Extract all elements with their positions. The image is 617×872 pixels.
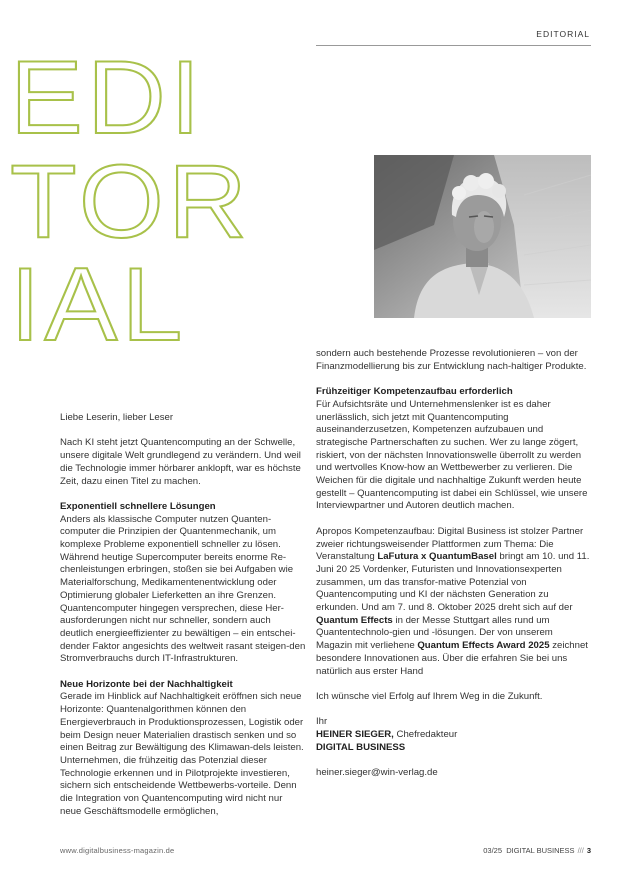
title-line-3: IAL <box>10 247 187 363</box>
greeting: Liebe Leserin, lieber Leser <box>60 412 174 423</box>
author-name: HEINER SIEGER, <box>316 729 394 741</box>
event-quantum-effects: Quantum Effects <box>316 614 393 626</box>
paragraph-competence: Für Aufsichtsräte und Unternehmenslenker ist es daher unerlässlich, sich jetzt mit Quantencomputing auseinanderzusetzen, Kompetenzen aufzubauen und strategische Partnerschaften zu suchen. Wer zu lange zögert, riskiert, von der nächsten Innovationswelle überrollt zu werden und wertvolles Know-how an Wettbewerber zu verlieren. Die Weichen für die digitale und nachhaltige Zukunft werden heute gestellt – Quantencomputing ist dabei ein Schlüssel, wie unsere Interviewpartner und Autoren deutlich machen. <box>316 398 588 512</box>
header-divider <box>316 45 591 46</box>
footer-pagination <box>450 846 591 855</box>
subheading-competence: Frühzeitiger Kompetenzaufbau erforderlich <box>316 386 513 398</box>
section-label: EDITORIAL <box>536 29 590 39</box>
title-line-2: TOR <box>10 144 252 260</box>
footer-url[interactable]: www.digitalbusiness-magazin.de <box>60 846 175 855</box>
subheading-sustainability: Neue Horizonte bei der Nachhaltigkeit <box>60 678 233 690</box>
left-column <box>60 412 306 831</box>
award-name: Quantum Effects Award 2025 <box>417 640 550 652</box>
title-line-1: EDI <box>10 40 205 156</box>
signature: Ihr HEINER SIEGER, Chefredakteur DIGITAL BUSINESS <box>316 716 458 753</box>
intro-paragraph: Nach KI steht jetzt Quantencomputing an der Schwelle, unsere digitale Welt grundlegend zu verändern. Und weil die Technologie immer hörbarer anklopft, war es höchste Zeit, dazu einen Titel zu machen. <box>60 437 301 487</box>
closing-wish: Ich wünsche viel Erfolg auf Ihrem Weg in die Zukunft. <box>316 690 543 702</box>
paragraph-exponential: Anders als klassische Computer nutzen Quanten-computer die Prinzipien der Quantenmechanik, um komplexe Probleme exponentiell schneller zu lösen. Während heutige Supercomputer bereits enorme Re-chenleistungen erbringen, stoßen sie bei Aufgaben wie Materialforschung, Medikamentenentwicklung oder Optimierung globaler Lieferketten an ihre Grenzen. Quantencomputer hingegen versprechen, diese Her-ausforderungen nicht nur schneller, sondern auch deutlich energieeffizienter zu bewältigen – ein entschei-dender Faktor angesichts des weltweit rasant steigen-den Stromverbrauchs durch IT-Infrastrukturen. <box>60 513 306 665</box>
continuation-paragraph: sondern auch bestehende Prozesse revolutionieren – von der Finanzmodellierung bis zur Entwicklung nach-haltiger Produkte. <box>316 348 587 372</box>
paragraph-sustainability: Gerade im Hinblick auf Nachhaltigkeit eröffnen sich neue Horizonte: Quantenalgorithmen können den Energieverbrauch in Produktionsprozessen, Logistik oder beim Design neuer Materialien drastisch senken und so einen Beitrag zur Bewältigung des Klimawan-dels leisten. Unternehmen, die frühzeitig das Potenzial dieser Technologie erkennen und in Pilotprojekte investieren, sichern sich entscheidende Wettbewerbs-vorteile. Denn die Integration von Quantencomputing wird nicht nur neue Geschäftsmodelle ermöglichen, <box>60 691 304 817</box>
footer-separator: /// <box>577 846 584 855</box>
author-email[interactable]: heiner.sieger@win-verlag.de <box>316 767 438 779</box>
event-lafutura: LaFutura x QuantumBasel <box>377 551 497 563</box>
footer-magazine: DIGITAL BUSINESS <box>506 846 575 855</box>
issue-number: 03/25 <box>483 846 503 855</box>
paragraph-events: Apropos Kompetenzaufbau: Digital Business ist stolzer Partner zweier richtungsweisender Plattformen zum Thema: Die Veranstaltung LaFutura x QuantumBasel bringt am 10. und 11. Juni 20 25 Vordenker, Futuristen und Innovationsexperten zusammen, um das transfor-mative Potenzial von Quantencomputing und KI der nächsten Generation zu erkunden. Und am 7. und 8. Oktober 2025 dreht sich auf der Quantum Effects in der Messe Stuttgart alles rund um Quantentechnolo-gien und -lösungen. Der von unserem Magazin mit verliehene Quantum Effects Award 2025 zeichnet besondere Innovationen aus. Über die erfahren Sie bei uns natürlich aus erster Hand <box>316 525 590 677</box>
magazine-name: DIGITAL BUSINESS <box>316 741 406 753</box>
author-photo <box>374 155 591 318</box>
subheading-exponential: Exponentiell schnellere Lösungen <box>60 500 216 512</box>
page-number: 3 <box>586 846 591 855</box>
right-column <box>316 348 591 793</box>
